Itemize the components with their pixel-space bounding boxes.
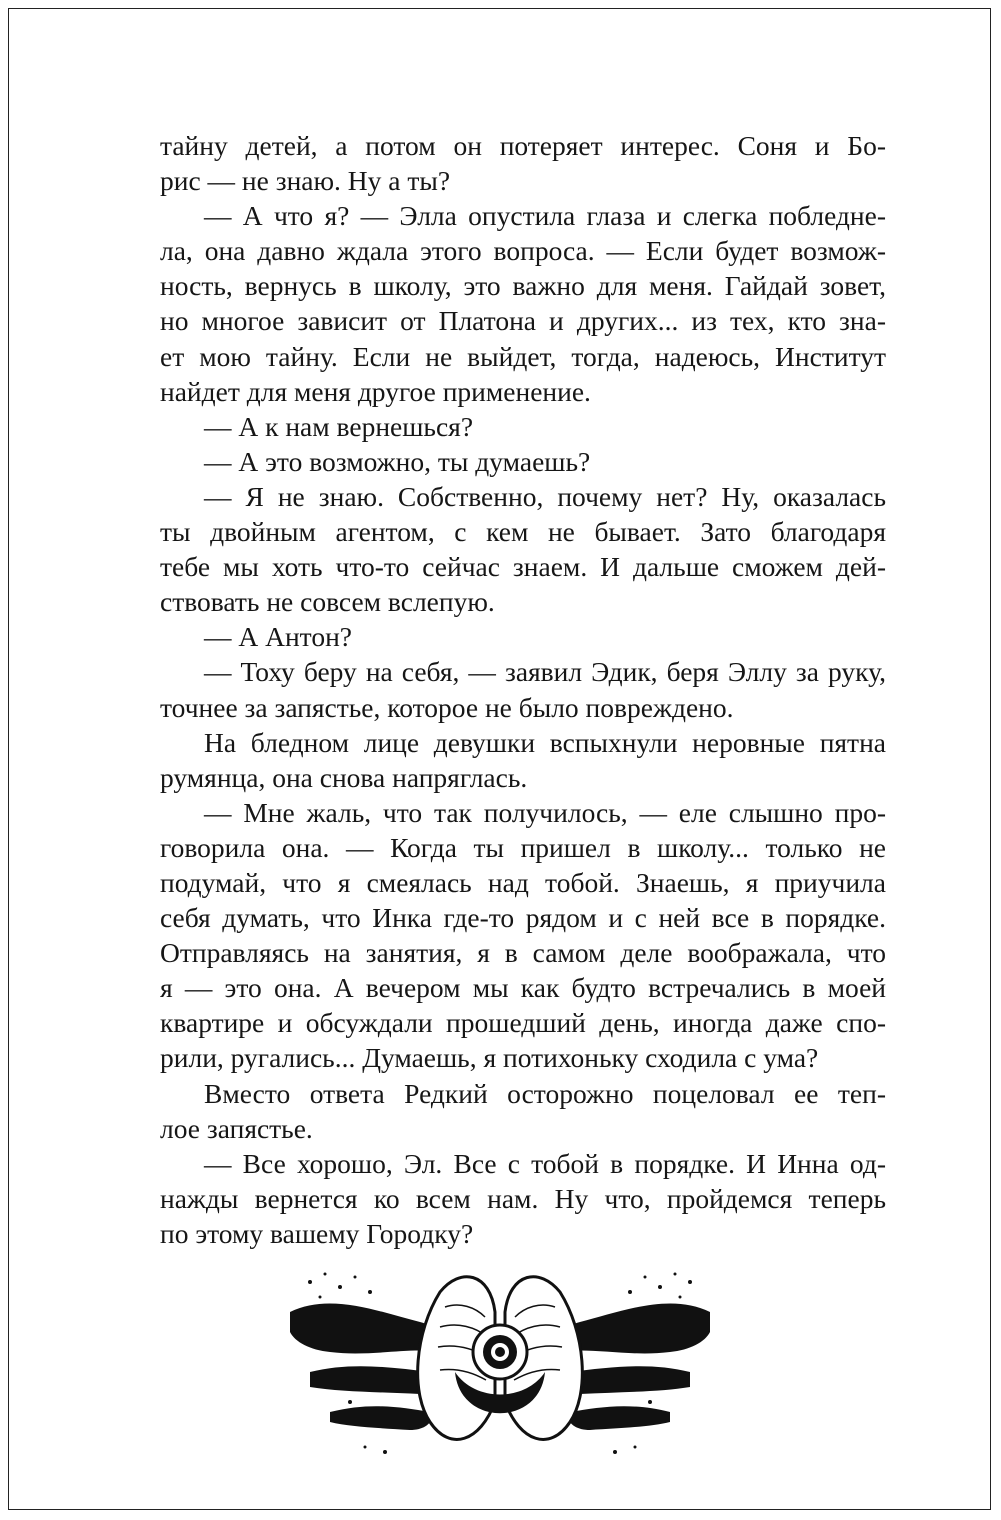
book-text [160, 128, 886, 1251]
text-line: найдет для меня другое применение. [160, 375, 591, 407]
text-line: ет мою тайну. Если не выйдет, тогда, надеюсь, Институт [160, 340, 886, 372]
text-line: тайну детей, а потом он потеряет интерес. Соня и Бо- [160, 130, 886, 161]
hands-holding-eye-icon [290, 1252, 710, 1467]
text-line: по этому вашему Городку? [160, 1217, 474, 1249]
text-line: рили, ругались... Думаешь, я потихоньку сходила с ума? [160, 1042, 819, 1074]
text-line: говорила она. — Когда ты пришел в школу... только не [160, 831, 886, 863]
text-line: я — это она. А вечером мы как будто встречались в моей [160, 972, 886, 1004]
text-line: но многое зависит от Платона и других... из тех, кто зна- [160, 305, 886, 337]
text-line: — Все хорошо, Эл. Все с тобой в порядке. И Инна од- [204, 1147, 886, 1179]
text-line: ность, вернусь в школу, это важно для меня. Гайдай зовет, [160, 270, 886, 302]
text-line: румянца, она снова напряглась. [160, 761, 528, 793]
text-line: Отправляясь на занятия, я в самом деле воображала, что [160, 937, 886, 969]
text-line: рис — не знаю. Ну а ты? [160, 165, 451, 197]
text-line: На бледном лице девушки вспыхнули неровные пятна [204, 726, 886, 758]
text-line: подумай, что я смеялась над тобой. Знаешь, я приучила [160, 866, 886, 898]
text-line: — Тоху беру на себя, — заявил Эдик, беря Эллу за руку, [204, 656, 886, 688]
text-line: тебе мы хоть что-то сейчас знаем. И дальше сможем дей- [160, 551, 886, 583]
text-line: нажды вернется ко всем нам. Ну что, пройдемся теперь [160, 1182, 886, 1214]
text-line: — Я не знаю. Собственно, почему нет? Ну, оказалась [204, 480, 886, 512]
text-line: — А это возможно, ты думаешь? [204, 445, 591, 477]
text-line: лое запястье. [160, 1112, 313, 1144]
text-line: себя думать, что Инка где-то рядом и с ней все в порядке. [160, 902, 886, 934]
text-line: квартире и обсуждали прошедший день, иногда даже спо- [160, 1007, 886, 1039]
text-line: ла, она давно ждала этого вопроса. — Если будет возмож- [160, 235, 886, 267]
text-line: Вместо ответа Редкий осторожно поцеловал ее теп- [204, 1077, 886, 1109]
text-line: — А к нам вернешься? [204, 410, 474, 442]
text-line: — А Антон? [204, 621, 353, 653]
text-line: точнее за запястье, которое не было повреждено. [160, 691, 734, 723]
text-line: ствовать не совсем вслепую. [160, 586, 495, 618]
text-line: — А что я? — Элла опустила глаза и слегка побледне- [204, 200, 886, 232]
text-line: — Мне жаль, что так получилось, — еле слышно про- [204, 796, 886, 828]
text-line: ты двойным агентом, с кем не бывает. Зато благодаря [160, 516, 886, 548]
